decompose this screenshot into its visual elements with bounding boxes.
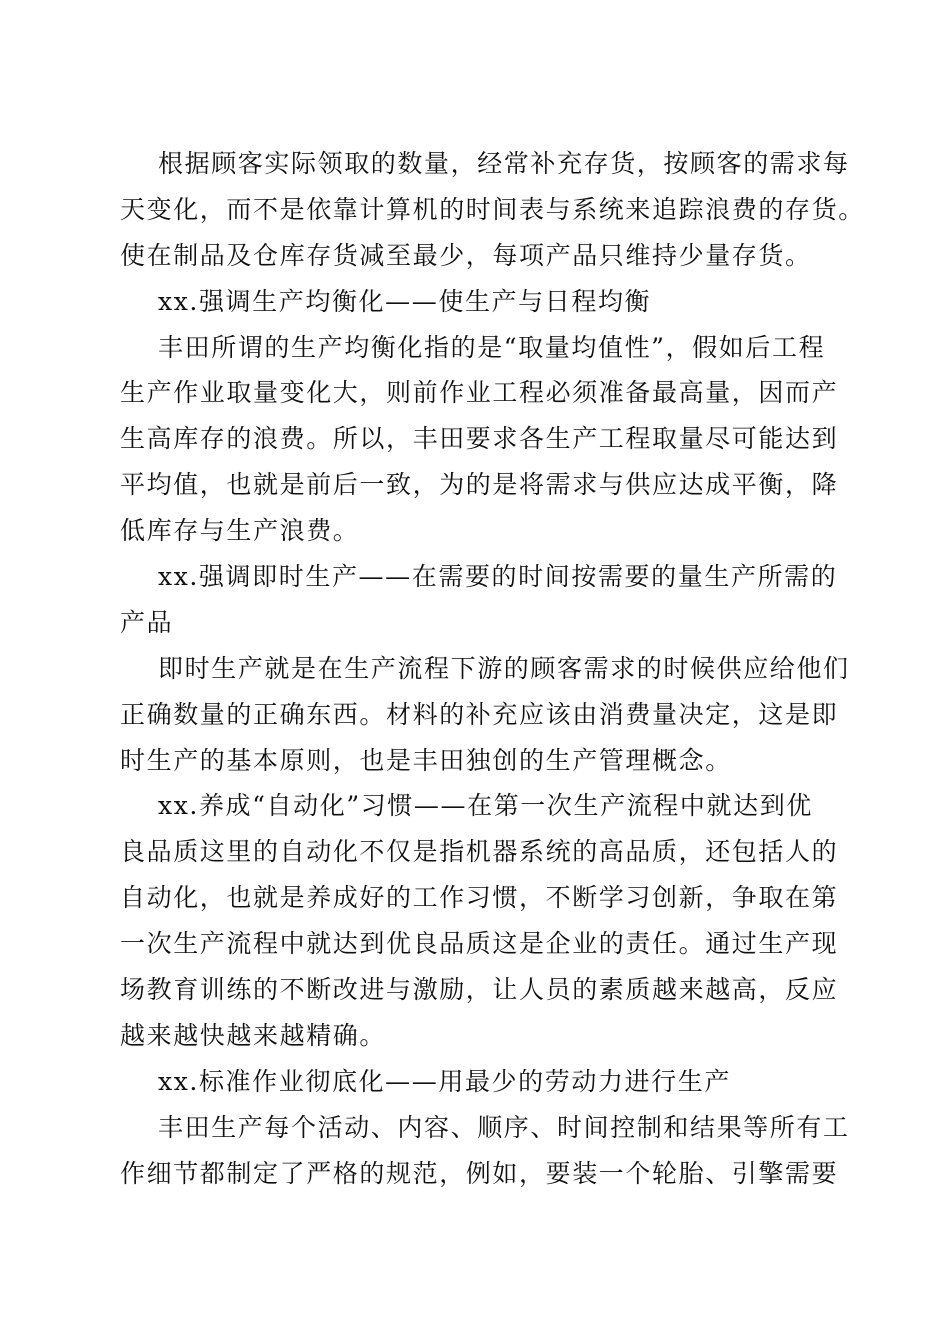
- text-line: 低库存与生产浪费。: [120, 516, 360, 546]
- text-line: 丰田所谓的生产均衡化指的是“取量均值性”，假如后工程: [158, 332, 826, 362]
- text-line: 使在制品及仓库存货减至最少，每项产品只维持少量存货。: [120, 240, 812, 270]
- text-line: 平均值，也就是前后一致，为的是将需求与供应达成平衡，降: [120, 470, 839, 500]
- document-body: [120, 141, 865, 1196]
- text-line: xx.标准作业彻底化——用最少的劳动力进行生产: [158, 1066, 731, 1096]
- text-line: 越来越快越来越精确。: [120, 1020, 387, 1050]
- text-line: 场教育训练的不断改进与激励，让人员的素质越来越高，反应: [120, 975, 839, 1005]
- text-line: 作细节都制定了严格的规范，例如，要装一个轮胎、引擎需要: [120, 1158, 839, 1188]
- text-line: 即时生产就是在生产流程下游的顾客需求的时候供应给他们: [158, 653, 850, 683]
- text-line: 正确数量的正确东西。材料的补充应该由消费量决定，这是即: [120, 699, 839, 729]
- text-line: 良品质这里的自动化不仅是指机器系统的高品质，还包括人的: [120, 837, 839, 867]
- text-line: xx.强调即时生产——在需要的时间按需要的量生产所需的: [158, 562, 838, 592]
- text-line: 产品: [120, 607, 174, 637]
- text-line: xx.养成“自动化”习惯——在第一次生产流程中就达到优: [158, 791, 813, 821]
- text-line: 生产作业取量变化大，则前作业工程必须准备最高量，因而产: [120, 378, 839, 408]
- text-line: 丰田生产每个活动、内容、顺序、时间控制和结果等所有工: [158, 1112, 850, 1142]
- text-line: 根据顾客实际领取的数量，经常补充存货，按顾客的需求每: [158, 149, 850, 178]
- text-line: 一次生产流程中就达到优良品质这是企业的责任。通过生产现: [120, 929, 839, 959]
- text-line: 生高库存的浪费。所以，丰田要求各生产工程取量尽可能达到: [120, 424, 839, 454]
- text-line: xx.强调生产均衡化——使生产与日程均衡: [158, 286, 652, 316]
- text-line: 时生产的基本原则，也是丰田独创的生产管理概念。: [120, 745, 732, 775]
- text-line: 天变化，而不是依靠计算机的时间表与系统来追踪浪费的存货。: [120, 194, 865, 224]
- text-line: 自动化，也就是养成好的工作习惯，不断学习创新，争取在第: [120, 883, 839, 913]
